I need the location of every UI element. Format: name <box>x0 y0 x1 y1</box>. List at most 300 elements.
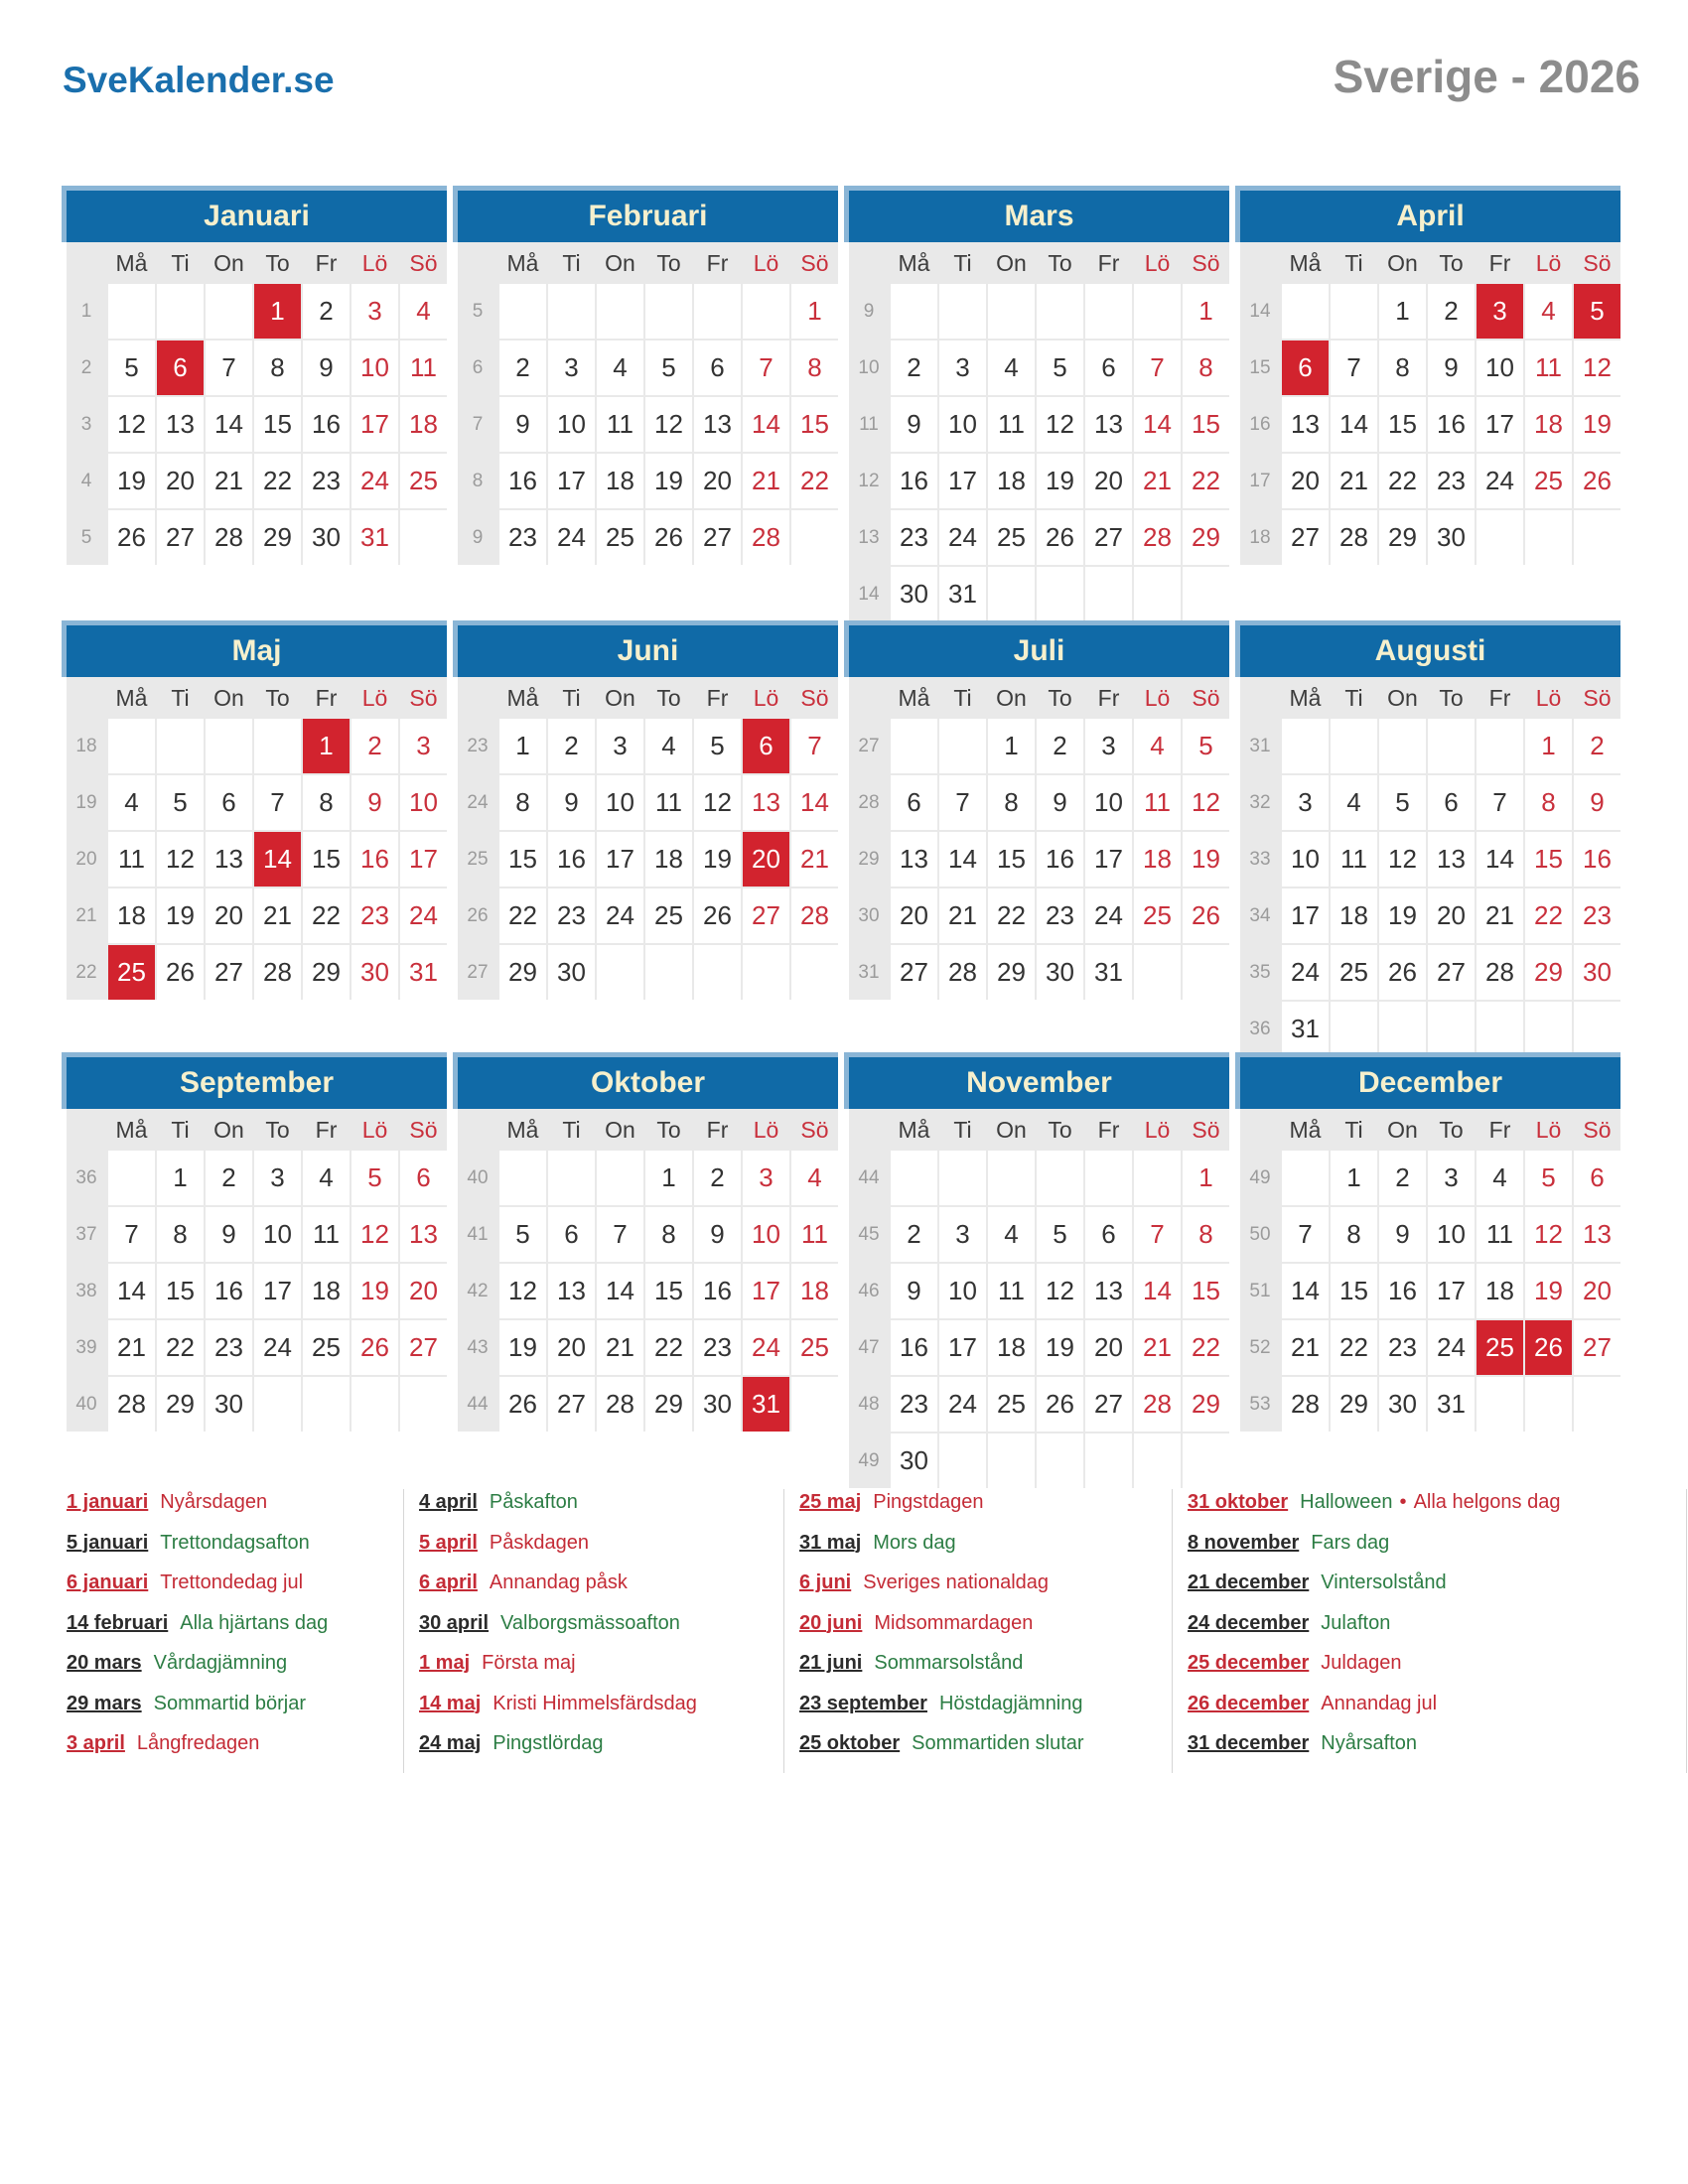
weekday-header-row <box>849 242 1229 284</box>
day-cell <box>400 1377 447 1432</box>
week-number: 42 <box>458 1264 497 1318</box>
day-cell: 18 <box>597 454 643 508</box>
week-number: 4 <box>67 454 106 508</box>
holiday-name: Alla helgons dag <box>1413 1491 1561 1513</box>
month-mars <box>849 186 1229 621</box>
holiday-name: Påskafton <box>489 1491 578 1513</box>
day-cell: 8 <box>303 775 350 830</box>
legend-date-link[interactable]: 25 maj <box>799 1491 862 1513</box>
legend-date-link[interactable]: 1 januari <box>67 1491 149 1513</box>
day-cell <box>1477 719 1523 773</box>
day-cell: 18 <box>1134 832 1181 887</box>
day-cell: 24 <box>400 888 447 943</box>
day-cell: 19 <box>157 888 204 943</box>
legend-item <box>419 1732 783 1755</box>
day-cell: 10 <box>1085 775 1132 830</box>
legend-date-link[interactable]: 21 juni <box>799 1652 863 1674</box>
day-cell: 7 <box>939 775 986 830</box>
day-cell: 4 <box>1525 284 1572 339</box>
day-cell: 23 <box>1379 1320 1426 1375</box>
week-number: 40 <box>458 1151 497 1205</box>
day-cell: 8 <box>499 775 546 830</box>
weekday-label: To <box>656 249 681 276</box>
day-cell: 13 <box>694 397 741 452</box>
day-cell: 3 <box>743 1151 789 1205</box>
day-cell: 30 <box>1379 1377 1426 1432</box>
day-cell: 14 <box>108 1264 155 1318</box>
legend-date-link[interactable]: 31 oktober <box>1188 1491 1289 1513</box>
month-augusti <box>1240 620 1620 1056</box>
day-cell <box>1183 1433 1229 1488</box>
day-cell: 12 <box>1183 775 1229 830</box>
day-cell: 21 <box>108 1320 155 1375</box>
week-number: 51 <box>1240 1264 1280 1318</box>
day-cell <box>791 1377 838 1432</box>
day-cell: 27 <box>548 1377 595 1432</box>
day-cell: 3 <box>254 1151 301 1205</box>
day-cell: 2 <box>352 719 398 773</box>
legend-date-link[interactable]: 30 april <box>419 1611 490 1634</box>
day-cell: 15 <box>1183 1264 1229 1318</box>
legend-date-link[interactable]: 5 april <box>419 1531 478 1554</box>
day-cell: 25 <box>988 1377 1035 1432</box>
day-cell: 15 <box>499 832 546 887</box>
day-cell: 23 <box>206 1320 252 1375</box>
day-cell <box>1477 1377 1523 1432</box>
day-cell: 2 <box>1428 284 1475 339</box>
day-cell: 3 <box>597 719 643 773</box>
day-cell: 19 <box>1525 1264 1572 1318</box>
day-cell: 8 <box>988 775 1035 830</box>
weekday-label: Sö <box>1192 684 1220 711</box>
day-cell-holiday: 5 <box>1574 284 1620 339</box>
holiday-name: Trettondedag jul <box>160 1571 304 1593</box>
legend-item <box>799 1693 1172 1715</box>
day-cell: 3 <box>1085 719 1132 773</box>
day-cell <box>597 1151 643 1205</box>
day-cell: 22 <box>1331 1320 1377 1375</box>
week-number: 7 <box>458 397 497 452</box>
day-cell <box>1282 719 1329 773</box>
legend-item <box>799 1571 1172 1594</box>
month-december <box>1240 1052 1620 1432</box>
day-cell: 31 <box>352 510 398 565</box>
day-cell: 21 <box>743 454 789 508</box>
day-cell: 13 <box>157 397 204 452</box>
weekday-label: Sö <box>800 684 829 711</box>
day-cell: 28 <box>1134 510 1181 565</box>
day-cell: 19 <box>645 454 692 508</box>
day-cell: 17 <box>352 397 398 452</box>
week-number: 10 <box>849 341 889 395</box>
day-cell <box>157 284 204 339</box>
day-cell: 16 <box>303 397 350 452</box>
day-cell: 22 <box>791 454 838 508</box>
weekday-label: Lö <box>1144 1116 1171 1143</box>
holiday-name: Pingstlördag <box>492 1732 604 1754</box>
day-cell: 10 <box>254 1207 301 1262</box>
holiday-name: Trettondagsafton <box>160 1531 310 1554</box>
day-grid <box>1240 1151 1620 1432</box>
day-cell: 26 <box>1183 888 1229 943</box>
day-cell: 16 <box>548 832 595 887</box>
day-cell-holiday: 25 <box>1477 1320 1523 1375</box>
legend-item <box>799 1652 1172 1675</box>
day-cell: 6 <box>548 1207 595 1262</box>
day-cell: 18 <box>791 1264 838 1318</box>
weekday-label: Må <box>898 1116 930 1143</box>
weekday-label: Fr <box>706 249 729 276</box>
day-cell: 30 <box>352 945 398 1000</box>
day-cell: 26 <box>108 510 155 565</box>
month-title: December <box>1235 1052 1620 1109</box>
day-cell <box>1134 1433 1181 1488</box>
day-cell: 24 <box>1477 454 1523 508</box>
day-cell: 21 <box>597 1320 643 1375</box>
legend-date-link[interactable]: 24 december <box>1188 1611 1310 1634</box>
day-cell: 24 <box>1085 888 1132 943</box>
day-cell: 14 <box>1134 397 1181 452</box>
day-cell: 24 <box>939 510 986 565</box>
legend-column-4 <box>1172 1489 1686 1773</box>
day-cell: 2 <box>499 341 546 395</box>
day-cell: 8 <box>1183 1207 1229 1262</box>
day-cell: 20 <box>548 1320 595 1375</box>
week-number: 17 <box>1240 454 1280 508</box>
day-cell <box>939 1151 986 1205</box>
day-cell: 24 <box>254 1320 301 1375</box>
weekday-label: On <box>996 684 1027 711</box>
day-cell: 19 <box>694 832 741 887</box>
day-cell: 17 <box>400 832 447 887</box>
day-cell: 17 <box>939 1320 986 1375</box>
week-number: 1 <box>67 284 106 339</box>
day-cell: 4 <box>597 341 643 395</box>
week-number: 49 <box>1240 1151 1280 1205</box>
day-cell: 2 <box>1379 1151 1426 1205</box>
day-cell: 14 <box>1331 397 1377 452</box>
holiday-legend <box>67 1489 1687 1773</box>
day-cell: 26 <box>694 888 741 943</box>
legend-column-1 <box>67 1489 403 1773</box>
day-cell: 27 <box>891 945 937 1000</box>
legend-date-link[interactable]: 25 december <box>1188 1652 1310 1674</box>
holiday-name: Höstdagjämning <box>938 1692 1083 1714</box>
weekday-label: Sö <box>1583 1116 1612 1143</box>
legend-date-link[interactable]: 14 februari <box>67 1611 169 1634</box>
day-grid <box>458 284 838 565</box>
day-cell: 30 <box>303 510 350 565</box>
weekday-label: Må <box>506 249 539 276</box>
day-cell: 14 <box>1282 1264 1329 1318</box>
day-cell <box>1037 284 1083 339</box>
day-cell <box>597 945 643 1000</box>
day-cell: 13 <box>548 1264 595 1318</box>
legend-date-link[interactable]: 6 januari <box>67 1571 149 1593</box>
site-logo[interactable]: SveKalender.se <box>63 60 335 100</box>
legend-date-link[interactable]: 20 mars <box>67 1652 142 1674</box>
day-cell <box>499 1151 546 1205</box>
day-cell <box>1574 1002 1620 1056</box>
week-number: 33 <box>1240 832 1280 887</box>
week-number: 27 <box>849 719 889 773</box>
week-number: 43 <box>458 1320 497 1375</box>
day-cell: 25 <box>1525 454 1572 508</box>
day-cell: 4 <box>1331 775 1377 830</box>
weekday-label: Lö <box>1144 684 1171 711</box>
month-november <box>849 1052 1229 1488</box>
day-cell-holiday: 3 <box>1477 284 1523 339</box>
day-cell: 7 <box>1134 341 1181 395</box>
weekday-label: Ti <box>1344 684 1363 711</box>
legend-item <box>419 1652 783 1675</box>
day-cell-holiday: 6 <box>157 341 204 395</box>
day-cell: 20 <box>206 888 252 943</box>
day-cell: 16 <box>499 454 546 508</box>
weekday-label: Fr <box>1097 684 1120 711</box>
month-title: Januari <box>62 186 447 242</box>
week-number: 19 <box>67 775 106 830</box>
legend-date-link[interactable]: 20 juni <box>799 1611 863 1634</box>
legend-date-link[interactable]: 26 december <box>1188 1692 1310 1714</box>
weekday-label: On <box>996 249 1027 276</box>
day-cell: 5 <box>499 1207 546 1262</box>
legend-date-link[interactable]: 6 juni <box>799 1571 852 1593</box>
holiday-name: Kristi Himmelsfärdsdag <box>492 1692 697 1714</box>
legend-item <box>1188 1491 1686 1514</box>
legend-item <box>419 1571 783 1594</box>
day-cell: 30 <box>694 1377 741 1432</box>
day-cell: 21 <box>254 888 301 943</box>
weekday-label: Ti <box>562 1116 581 1143</box>
day-cell: 9 <box>1574 775 1620 830</box>
weekday-label: Fr <box>1097 1116 1120 1143</box>
month-title: November <box>844 1052 1229 1109</box>
weekday-label: Ti <box>1344 249 1363 276</box>
week-number: 5 <box>67 510 106 565</box>
day-cell: 26 <box>157 945 204 1000</box>
holiday-name: Sveriges nationaldag <box>863 1571 1050 1593</box>
legend-item <box>67 1693 403 1715</box>
holiday-name: Påskdagen <box>489 1531 589 1554</box>
legend-date-link[interactable]: 31 maj <box>799 1531 862 1554</box>
week-number: 15 <box>1240 341 1280 395</box>
day-cell: 7 <box>1134 1207 1181 1262</box>
day-cell: 28 <box>1477 945 1523 1000</box>
day-cell: 11 <box>645 775 692 830</box>
weekday-label: Fr <box>1488 249 1511 276</box>
weekday-label: On <box>996 1116 1027 1143</box>
day-cell <box>400 510 447 565</box>
day-cell: 29 <box>254 510 301 565</box>
day-cell <box>939 284 986 339</box>
week-number: 13 <box>849 510 889 565</box>
legend-date-link[interactable]: 3 april <box>67 1732 125 1754</box>
day-cell: 24 <box>548 510 595 565</box>
day-cell: 27 <box>1428 945 1475 1000</box>
day-cell: 7 <box>1282 1207 1329 1262</box>
day-cell <box>645 945 692 1000</box>
day-cell: 31 <box>1428 1377 1475 1432</box>
holiday-name: Nyårsafton <box>1321 1732 1418 1754</box>
day-cell: 27 <box>694 510 741 565</box>
weekday-label: Ti <box>1344 1116 1363 1143</box>
legend-date-link[interactable]: 25 oktober <box>799 1732 901 1754</box>
day-cell: 28 <box>939 945 986 1000</box>
day-cell <box>1085 1433 1132 1488</box>
weekday-header-row <box>67 677 447 719</box>
day-cell: 17 <box>548 454 595 508</box>
legend-date-link[interactable]: 1 maj <box>419 1652 471 1674</box>
day-cell: 23 <box>1428 454 1475 508</box>
day-cell: 8 <box>1183 341 1229 395</box>
day-cell: 17 <box>743 1264 789 1318</box>
weekday-label: On <box>1387 684 1418 711</box>
month-title: September <box>62 1052 447 1109</box>
legend-date-link[interactable]: 4 april <box>419 1491 478 1513</box>
day-cell: 6 <box>1428 775 1475 830</box>
legend-item <box>67 1612 403 1635</box>
day-cell: 9 <box>1379 1207 1426 1262</box>
day-cell <box>1037 1433 1083 1488</box>
day-cell: 8 <box>254 341 301 395</box>
day-cell: 11 <box>400 341 447 395</box>
day-cell: 5 <box>1379 775 1426 830</box>
legend-date-link[interactable]: 23 september <box>799 1692 927 1714</box>
day-cell: 16 <box>206 1264 252 1318</box>
day-cell: 19 <box>1574 397 1620 452</box>
legend-item <box>1188 1732 1686 1755</box>
day-cell: 10 <box>939 1264 986 1318</box>
day-cell: 28 <box>254 945 301 1000</box>
day-cell: 18 <box>303 1264 350 1318</box>
day-cell <box>1134 1151 1181 1205</box>
day-cell <box>694 284 741 339</box>
weekday-label: To <box>265 1116 290 1143</box>
day-cell: 20 <box>1085 454 1132 508</box>
day-cell: 12 <box>499 1264 546 1318</box>
legend-item <box>799 1532 1172 1555</box>
day-cell: 4 <box>791 1151 838 1205</box>
week-number: 53 <box>1240 1377 1280 1432</box>
day-cell: 30 <box>1574 945 1620 1000</box>
day-cell: 5 <box>645 341 692 395</box>
day-cell: 23 <box>694 1320 741 1375</box>
day-cell: 19 <box>108 454 155 508</box>
day-cell: 13 <box>1282 397 1329 452</box>
day-cell: 11 <box>597 397 643 452</box>
holiday-name: Valborgsmässoafton <box>500 1611 680 1634</box>
day-cell: 15 <box>303 832 350 887</box>
week-number: 35 <box>1240 945 1280 1000</box>
day-cell: 10 <box>1282 832 1329 887</box>
day-cell <box>1379 1002 1426 1056</box>
day-cell <box>1331 1002 1377 1056</box>
day-cell-holiday: 6 <box>743 719 789 773</box>
legend-date-link[interactable]: 6 april <box>419 1571 478 1593</box>
day-cell <box>352 1377 398 1432</box>
week-number: 25 <box>458 832 497 887</box>
month-maj <box>67 620 447 1000</box>
day-cell: 25 <box>1331 945 1377 1000</box>
legend-date-link[interactable]: 24 maj <box>419 1732 482 1754</box>
day-cell: 7 <box>108 1207 155 1262</box>
legend-item <box>419 1693 783 1715</box>
legend-date-link[interactable]: 31 december <box>1188 1732 1310 1754</box>
weekday-header-row <box>67 242 447 284</box>
legend-item <box>1188 1532 1686 1555</box>
weekday-header-row <box>1240 242 1620 284</box>
week-number: 34 <box>1240 888 1280 943</box>
legend-column-2 <box>403 1489 783 1773</box>
holiday-name: Juldagen <box>1321 1652 1402 1674</box>
day-grid <box>1240 284 1620 565</box>
day-cell <box>499 284 546 339</box>
day-cell: 21 <box>939 888 986 943</box>
day-cell: 13 <box>743 775 789 830</box>
day-cell: 21 <box>1134 1320 1181 1375</box>
day-cell: 12 <box>645 397 692 452</box>
week-number: 41 <box>458 1207 497 1262</box>
day-cell: 27 <box>400 1320 447 1375</box>
day-grid <box>849 284 1229 621</box>
day-cell: 11 <box>1477 1207 1523 1262</box>
day-cell <box>1085 284 1132 339</box>
day-cell: 19 <box>1037 1320 1083 1375</box>
day-cell: 17 <box>1428 1264 1475 1318</box>
day-cell <box>254 719 301 773</box>
legend-item <box>1188 1612 1686 1635</box>
month-september <box>67 1052 447 1432</box>
day-cell: 6 <box>891 775 937 830</box>
day-cell: 13 <box>400 1207 447 1262</box>
day-cell: 7 <box>791 719 838 773</box>
day-grid <box>67 1151 447 1432</box>
weekday-label: To <box>1048 249 1072 276</box>
legend-date-link[interactable]: 5 januari <box>67 1531 149 1554</box>
legend-item <box>419 1612 783 1635</box>
weekday-label: Ti <box>171 684 190 711</box>
week-number: 47 <box>849 1320 889 1375</box>
day-cell <box>891 1151 937 1205</box>
day-cell: 21 <box>791 832 838 887</box>
week-number: 9 <box>458 510 497 565</box>
day-cell: 17 <box>1085 832 1132 887</box>
day-cell: 21 <box>1282 1320 1329 1375</box>
day-cell: 16 <box>694 1264 741 1318</box>
day-cell: 4 <box>108 775 155 830</box>
day-cell: 16 <box>891 1320 937 1375</box>
day-cell <box>1183 567 1229 621</box>
day-cell: 7 <box>597 1207 643 1262</box>
day-cell <box>108 719 155 773</box>
day-cell: 15 <box>157 1264 204 1318</box>
week-number: 2 <box>67 341 106 395</box>
legend-date-link[interactable]: 8 november <box>1188 1531 1300 1554</box>
day-cell: 20 <box>1574 1264 1620 1318</box>
day-cell <box>1282 1151 1329 1205</box>
weekday-header-row <box>458 677 838 719</box>
day-cell: 29 <box>1331 1377 1377 1432</box>
legend-date-link[interactable]: 21 december <box>1188 1571 1310 1593</box>
day-cell: 1 <box>157 1151 204 1205</box>
legend-date-link[interactable]: 29 mars <box>67 1692 142 1714</box>
day-cell: 4 <box>988 1207 1035 1262</box>
weekday-label: To <box>1048 1116 1072 1143</box>
holiday-name: Midsommardagen <box>874 1611 1034 1634</box>
day-cell: 28 <box>108 1377 155 1432</box>
legend-date-link[interactable]: 14 maj <box>419 1692 482 1714</box>
